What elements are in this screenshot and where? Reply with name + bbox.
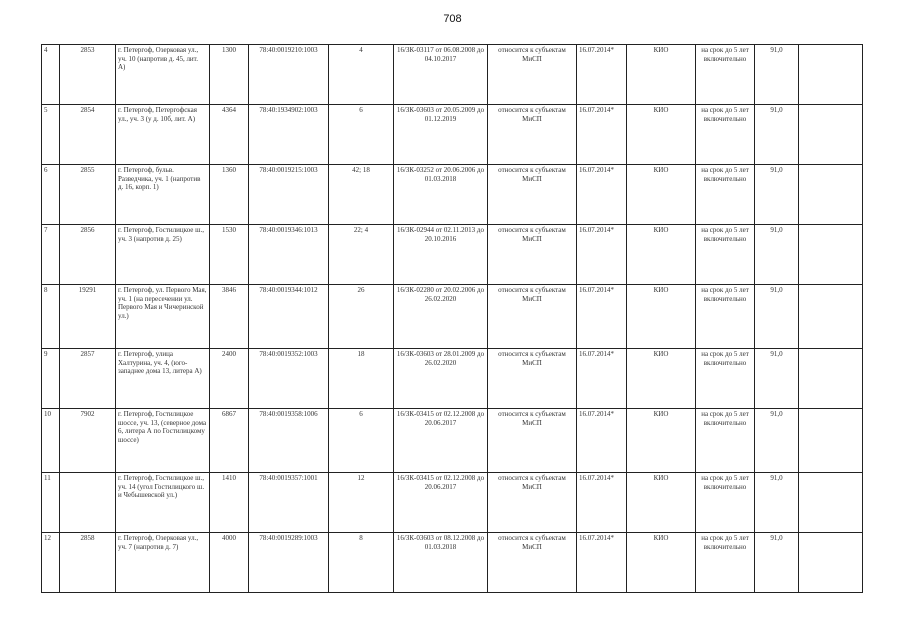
authority-cell: КИО	[627, 409, 696, 473]
lot-number-cell: 8	[329, 533, 394, 593]
notes-cell	[799, 533, 863, 593]
percent-cell: 91,0	[755, 349, 799, 409]
object-id-cell: 2856	[60, 225, 116, 285]
percent-cell: 91,0	[755, 45, 799, 105]
area-cell: 1300	[210, 45, 249, 105]
date-cell: 16.07.2014*	[577, 225, 627, 285]
sme-relation-cell: относится к субъектам МиСП	[488, 45, 577, 105]
address-cell: г. Петергоф, Озерковая ул., уч. 7 (напротив д. 7)	[116, 533, 210, 593]
row-number-cell: 9	[42, 349, 60, 409]
authority-cell: КИО	[627, 45, 696, 105]
object-id-cell: 2853	[60, 45, 116, 105]
sme-relation-cell: относится к субъектам МиСП	[488, 409, 577, 473]
cadastral-number-cell: 78:40:0019352:1003	[249, 349, 329, 409]
cadastral-number-cell: 78:40:0019289:1003	[249, 533, 329, 593]
cadastral-number-cell: 78:40:0019210:1003	[249, 45, 329, 105]
cadastral-number-cell: 78:40:1934902:1003	[249, 105, 329, 165]
term-cell: на срок до 5 лет включительно	[696, 409, 755, 473]
authority-cell: КИО	[627, 165, 696, 225]
contract-cell: 16/ЗК-03117 от 06.08.2008 до 04.10.2017	[394, 45, 488, 105]
contract-cell: 16/ЗК-03252 от 20.06.2006 до 01.03.2018	[394, 165, 488, 225]
area-cell: 4000	[210, 533, 249, 593]
page-number: 708	[443, 13, 462, 25]
notes-cell	[799, 105, 863, 165]
date-cell: 16.07.2014*	[577, 165, 627, 225]
authority-cell: КИО	[627, 533, 696, 593]
lot-number-cell: 26	[329, 285, 394, 349]
notes-cell	[799, 349, 863, 409]
object-id-cell: 2855	[60, 165, 116, 225]
notes-cell	[799, 473, 863, 533]
contract-cell: 16/ЗК-02280 от 20.02.2006 до 26.02.2020	[394, 285, 488, 349]
authority-cell: КИО	[627, 473, 696, 533]
table-row	[42, 45, 863, 105]
date-cell: 16.07.2014*	[577, 533, 627, 593]
lot-number-cell: 4	[329, 45, 394, 105]
address-cell: г. Петергоф, Гостилицкое шоссе, уч. 13, (северное дома 6, литера А по Гостилицкому шоссе)	[116, 409, 210, 473]
object-id-cell: 2857	[60, 349, 116, 409]
term-cell: на срок до 5 лет включительно	[696, 533, 755, 593]
term-cell: на срок до 5 лет включительно	[696, 225, 755, 285]
notes-cell	[799, 225, 863, 285]
percent-cell: 91,0	[755, 225, 799, 285]
cadastral-number-cell: 78:40:0019215:1003	[249, 165, 329, 225]
address-cell: г. Петергоф, Гостилицкое ш., уч. 14 (угол Гостилицкого ш. и Чебышевской ул.)	[116, 473, 210, 533]
cadastral-number-cell: 78:40:0019358:1006	[249, 409, 329, 473]
term-cell: на срок до 5 лет включительно	[696, 473, 755, 533]
lot-number-cell: 6	[329, 409, 394, 473]
contract-cell: 16/ЗК-03603 от 28.01.2009 до 26.02.2020	[394, 349, 488, 409]
address-cell: г. Петергоф, Гостилицкое ш., уч. 3 (напротив д. 25)	[116, 225, 210, 285]
object-id-cell: 2858	[60, 533, 116, 593]
table-row	[42, 533, 863, 593]
sme-relation-cell: относится к субъектам МиСП	[488, 349, 577, 409]
lot-number-cell: 18	[329, 349, 394, 409]
date-cell: 16.07.2014*	[577, 105, 627, 165]
table-row	[42, 409, 863, 473]
table-body	[42, 45, 863, 593]
row-number-cell: 4	[42, 45, 60, 105]
sme-relation-cell: относится к субъектам МиСП	[488, 473, 577, 533]
term-cell: на срок до 5 лет включительно	[696, 105, 755, 165]
notes-cell	[799, 409, 863, 473]
row-number-cell: 6	[42, 165, 60, 225]
authority-cell: КИО	[627, 285, 696, 349]
cadastral-number-cell: 78:40:0019346:1013	[249, 225, 329, 285]
contract-cell: 16/ЗК-02944 от 02.11.2013 до 20.10.2016	[394, 225, 488, 285]
table-row	[42, 473, 863, 533]
row-number-cell: 8	[42, 285, 60, 349]
sme-relation-cell: относится к субъектам МиСП	[488, 533, 577, 593]
address-cell: г. Петергоф, ул. Первого Мая, уч. 1 (на пересечении ул. Первого Мая и Чичеринской ул.)	[116, 285, 210, 349]
term-cell: на срок до 5 лет включительно	[696, 165, 755, 225]
percent-cell: 91,0	[755, 473, 799, 533]
authority-cell: КИО	[627, 349, 696, 409]
sme-relation-cell: относится к субъектам МиСП	[488, 105, 577, 165]
authority-cell: КИО	[627, 105, 696, 165]
date-cell: 16.07.2014*	[577, 409, 627, 473]
registry-table	[41, 44, 863, 593]
notes-cell	[799, 45, 863, 105]
address-cell: г. Петергоф, улица Халтурина, уч. 4, (юго-западнее дома 13, литера А)	[116, 349, 210, 409]
contract-cell: 16/ЗК-03603 от 08.12.2008 до 01.03.2018	[394, 533, 488, 593]
object-id-cell: 7902	[60, 409, 116, 473]
row-number-cell: 10	[42, 409, 60, 473]
object-id-cell: 19291	[60, 285, 116, 349]
object-id-cell: 2854	[60, 105, 116, 165]
address-cell: г. Петергоф, Петергофская ул., уч. 3 (у д. 10б, лит. А)	[116, 105, 210, 165]
contract-cell: 16/ЗК-03603 от 20.05.2009 до 01.12.2019	[394, 105, 488, 165]
date-cell: 16.07.2014*	[577, 349, 627, 409]
sme-relation-cell: относится к субъектам МиСП	[488, 165, 577, 225]
address-cell: г. Петергоф, Озерковая ул., уч. 10 (напротив д. 45, лит. А)	[116, 45, 210, 105]
notes-cell	[799, 165, 863, 225]
notes-cell	[799, 285, 863, 349]
authority-cell: КИО	[627, 225, 696, 285]
term-cell: на срок до 5 лет включительно	[696, 45, 755, 105]
row-number-cell: 5	[42, 105, 60, 165]
term-cell: на срок до 5 лет включительно	[696, 349, 755, 409]
area-cell: 4364	[210, 105, 249, 165]
sme-relation-cell: относится к субъектам МиСП	[488, 285, 577, 349]
table-row	[42, 105, 863, 165]
cadastral-number-cell: 78:40:0019357:1001	[249, 473, 329, 533]
area-cell: 2400	[210, 349, 249, 409]
row-number-cell: 11	[42, 473, 60, 533]
area-cell: 1360	[210, 165, 249, 225]
table-row	[42, 165, 863, 225]
cadastral-number-cell: 78:40:0019344:1012	[249, 285, 329, 349]
table-row	[42, 349, 863, 409]
area-cell: 3846	[210, 285, 249, 349]
row-number-cell: 12	[42, 533, 60, 593]
lot-number-cell: 22; 4	[329, 225, 394, 285]
area-cell: 1530	[210, 225, 249, 285]
area-cell: 6867	[210, 409, 249, 473]
percent-cell: 91,0	[755, 105, 799, 165]
contract-cell: 16/ЗК-03415 от 02.12.2008 до 20.06.2017	[394, 409, 488, 473]
percent-cell: 91,0	[755, 165, 799, 225]
term-cell: на срок до 5 лет включительно	[696, 285, 755, 349]
row-number-cell: 7	[42, 225, 60, 285]
lot-number-cell: 6	[329, 105, 394, 165]
address-cell: г. Петергоф, бульв. Разведчика, уч. 1 (напротив д. 16, корп. 1)	[116, 165, 210, 225]
percent-cell: 91,0	[755, 409, 799, 473]
area-cell: 1410	[210, 473, 249, 533]
table-row	[42, 285, 863, 349]
date-cell: 16.07.2014*	[577, 45, 627, 105]
lot-number-cell: 42; 18	[329, 165, 394, 225]
lot-number-cell: 12	[329, 473, 394, 533]
percent-cell: 91,0	[755, 285, 799, 349]
percent-cell: 91,0	[755, 533, 799, 593]
date-cell: 16.07.2014*	[577, 285, 627, 349]
table-row	[42, 225, 863, 285]
contract-cell: 16/ЗК-03415 от 02.12.2008 до 20.06.2017	[394, 473, 488, 533]
object-id-cell	[60, 473, 116, 533]
sme-relation-cell: относится к субъектам МиСП	[488, 225, 577, 285]
date-cell: 16.07.2014*	[577, 473, 627, 533]
